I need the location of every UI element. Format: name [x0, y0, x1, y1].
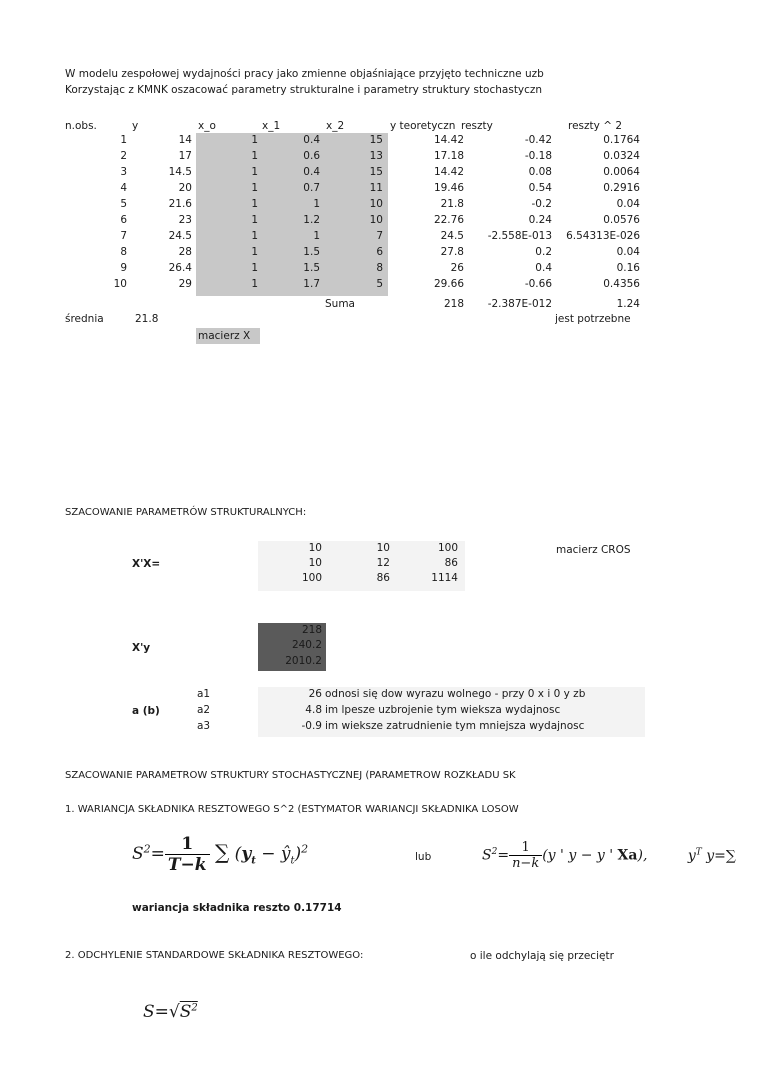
header-reszty2: reszty ^ 2 [568, 120, 623, 132]
table-cell: -0.42 [524, 134, 552, 146]
param-name: a1 [197, 688, 211, 700]
table-cell: 6 [120, 214, 127, 226]
table-cell: 0.54 [528, 182, 552, 194]
mean-value: 21.8 [135, 313, 159, 325]
table-cell: 6 [376, 246, 383, 258]
table-cell: 1 [251, 134, 258, 146]
table-cell: 0.16 [616, 262, 640, 274]
table-cell: 1 [251, 262, 258, 274]
xty-3: 2010.2 [285, 655, 322, 667]
section1-title: SZACOWANIE PARAMETRÓW STRUKTURALNYCH: [65, 507, 307, 518]
param-description: im lpesze uzbrojenie tym wieksza wydajnosc [325, 704, 561, 716]
table-cell: 24.5 [168, 230, 192, 242]
xtx-cell: 10 [308, 542, 322, 554]
matrix-x-label: macierz X [196, 328, 260, 344]
table-cell: 28 [178, 246, 192, 258]
header-nobs: n.obs. [65, 120, 97, 132]
table-cell: 0.0324 [603, 150, 640, 162]
table-cell: 1 [251, 214, 258, 226]
table-cell: 0.2 [535, 246, 552, 258]
table-cell: 21.8 [440, 198, 464, 210]
table-cell: 8 [120, 246, 127, 258]
table-cell: 1 [251, 198, 258, 210]
note-label: jest potrzebne [555, 313, 631, 325]
table-cell: 0.2916 [603, 182, 640, 194]
header-x2: x_2 [326, 120, 345, 132]
table-cell: -2.558E-013 [487, 230, 552, 242]
header-y: y [132, 120, 139, 132]
table-cell: 14 [178, 134, 192, 146]
param-description: odnosi się dow wyrazu wolnego - przy 0 x i 0 y zb [325, 688, 586, 700]
table-cell: 0.4356 [603, 278, 640, 290]
table-cell: 1 [251, 278, 258, 290]
cross-label: macierz CROS [556, 544, 631, 556]
section2-sub1: 1. WARIANCJA SKŁADNIKA RESZTOWEGO S^2 (ESTYMATOR WARIANCJI SKŁADNIKA LOSOW [65, 804, 519, 815]
variance-formula-2: $S^2=$ $\frac{1}{n-k}$ (y ' y − y ' Xa), $y^T$ y=∑ [482, 840, 736, 871]
table-cell: 20 [178, 182, 192, 194]
table-cell: 0.4 [535, 262, 552, 274]
table-cell: 29 [178, 278, 192, 290]
table-cell: 3 [120, 166, 127, 178]
table-cell: 8 [376, 262, 383, 274]
table-cell: 27.8 [440, 246, 464, 258]
lub-label: lub [415, 851, 432, 863]
xty-label: X'y [132, 642, 151, 654]
intro-line-2: Korzystając z KMNK oszacować parametry strukturalne i parametry struktury stochastyczn [65, 84, 543, 96]
table-cell: 5 [120, 198, 127, 210]
table-cell: 13 [369, 150, 383, 162]
param-name: a2 [197, 704, 211, 716]
table-cell: 0.4 [303, 166, 320, 178]
xtx-cell: 100 [301, 572, 322, 584]
table-cell: 1 [313, 198, 320, 210]
mean-label: średnia [65, 313, 104, 325]
header-x0: x_o [198, 120, 216, 132]
sum-label: Suma [325, 298, 355, 310]
table-cell: 1 [251, 166, 258, 178]
table-cell: 0.0576 [603, 214, 640, 226]
ab-label: a (b) [132, 705, 160, 717]
table-cell: 7 [120, 230, 127, 242]
table-cell: 21.6 [168, 198, 192, 210]
sum-reszty: -2.387E-012 [487, 298, 552, 310]
table-cell: 0.24 [528, 214, 552, 226]
std-dev-formula: $S=√S^2$ [143, 1002, 198, 1022]
table-cell: 0.04 [616, 246, 640, 258]
table-cell: 2 [120, 150, 127, 162]
table-cell: 1.2 [303, 214, 320, 226]
sum-reszty2: 1.24 [616, 298, 640, 310]
table-cell: 1 [251, 150, 258, 162]
table-cell: 1 [251, 230, 258, 242]
variance-formula-1: $S^2=$ $\frac{1}{T-k}$ ∑ ($y_t$ − $ŷ_t)^2$ [132, 834, 309, 875]
table-cell: 29.66 [433, 278, 464, 290]
table-cell: 1 [251, 246, 258, 258]
sum-y-teor: 218 [443, 298, 464, 310]
header-y-teoretyczne: y teoretyczn [390, 120, 456, 132]
table-cell: 7 [376, 230, 383, 242]
xtx-cell: 1114 [431, 572, 458, 584]
param-value: 4.8 [305, 704, 322, 716]
table-cell: 14.42 [433, 134, 464, 146]
xtx-cell: 10 [376, 542, 390, 554]
table-cell: -0.2 [531, 198, 552, 210]
param-description: im wieksze zatrudnienie tym mniejsza wydajnosc [325, 720, 585, 732]
table-cell: 4 [120, 182, 127, 194]
table-cell: 14.42 [433, 166, 464, 178]
xty-2: 240.2 [291, 639, 322, 651]
table-cell: 10 [369, 214, 383, 226]
table-cell: 0.4 [303, 134, 320, 146]
xtx-cell: 86 [444, 557, 458, 569]
table-cell: 11 [369, 182, 383, 194]
xtx-cell: 10 [308, 557, 322, 569]
param-name: a3 [197, 720, 211, 732]
table-cell: 26.4 [168, 262, 192, 274]
table-cell: 1 [120, 134, 127, 146]
table-cell: 17.18 [433, 150, 464, 162]
table-cell: 5 [376, 278, 383, 290]
table-cell: 22.76 [433, 214, 464, 226]
table-cell: 15 [369, 134, 383, 146]
table-cell: 1 [251, 182, 258, 194]
header-x1: x_1 [262, 120, 281, 132]
xtx-label: X'X= [132, 558, 161, 570]
xty-1: 218 [301, 624, 322, 636]
table-cell: 24.5 [440, 230, 464, 242]
table-cell: 10 [369, 198, 383, 210]
table-cell: 17 [178, 150, 192, 162]
table-cell: 0.7 [303, 182, 320, 194]
variance-result: wariancja składnika reszto 0.17714 [132, 902, 342, 914]
table-cell: 26 [450, 262, 464, 274]
intro-line-1: W modelu zespołowej wydajności pracy jako zmienne objaśniające przyjęto techniczne uzb [65, 68, 544, 80]
table-cell: 6.54313E-026 [566, 230, 640, 242]
xtx-cell: 100 [437, 542, 458, 554]
table-cell: -0.66 [524, 278, 552, 290]
table-cell: 0.6 [303, 150, 320, 162]
header-reszty: reszty [461, 120, 493, 132]
xtx-cell: 12 [376, 557, 390, 569]
table-cell: 0.04 [616, 198, 640, 210]
param-value: 26 [308, 688, 322, 700]
table-cell: 1.5 [303, 262, 320, 274]
table-cell: 15 [369, 166, 383, 178]
table-cell: 1 [313, 230, 320, 242]
table-cell: 0.1764 [603, 134, 640, 146]
table-cell: 0.0064 [603, 166, 640, 178]
table-cell: 23 [178, 214, 192, 226]
table-cell: -0.18 [524, 150, 552, 162]
table-cell: 9 [120, 262, 127, 274]
table-cell: 1.7 [303, 278, 320, 290]
table-cell: 14.5 [168, 166, 192, 178]
table-cell: 0.08 [528, 166, 552, 178]
param-value: -0.9 [301, 720, 322, 732]
xtx-cell: 86 [376, 572, 390, 584]
section2-title: SZACOWANIE PARAMETRÓW STRUKTURY STOCHASTYCZNEJ (PARAMETRÓW ROZKŁADU SK [65, 770, 516, 781]
section2-sub2-note: o ile odchylają się przeciętr [470, 950, 614, 962]
table-cell: 1.5 [303, 246, 320, 258]
section2-sub2: 2. ODCHYLENIE STANDARDOWE SKŁADNIKA RESZTOWEGO: [65, 950, 364, 961]
table-cell: 19.46 [433, 182, 464, 194]
table-cell: 10 [113, 278, 127, 290]
